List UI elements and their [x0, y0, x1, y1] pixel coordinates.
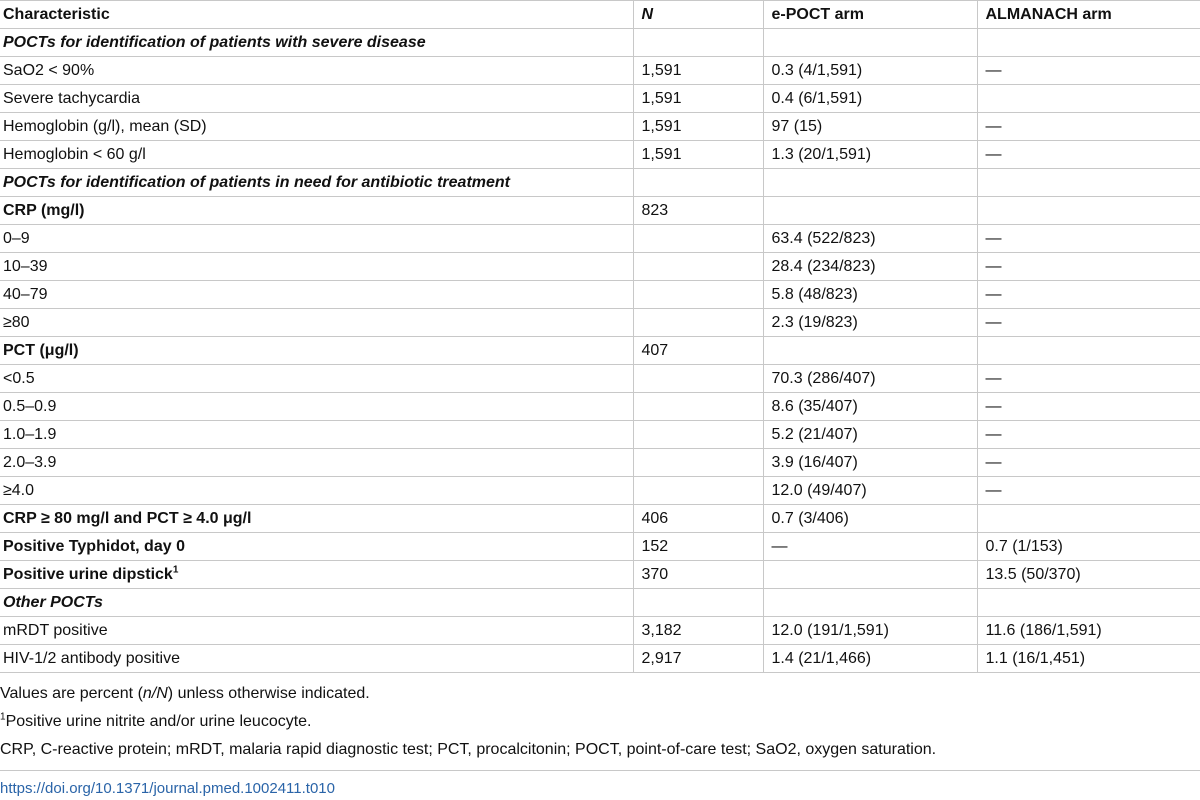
- cell-epoct: 1.4 (21/1,466): [763, 645, 977, 673]
- cell-characteristic: CRP ≥ 80 mg/l and PCT ≥ 4.0 μg/l: [0, 505, 633, 533]
- cell-n: [633, 393, 763, 421]
- table-row: [0, 309, 1200, 337]
- cell-n: 1,591: [633, 141, 763, 169]
- cell-almanach: —: [977, 365, 1200, 393]
- cell-epoct: [763, 589, 977, 617]
- table-notes: [0, 680, 1200, 764]
- cell-epoct: 0.3 (4/1,591): [763, 57, 977, 85]
- cell-n: [633, 309, 763, 337]
- table-section-row: [0, 169, 1200, 197]
- header-characteristic: Characteristic: [0, 1, 633, 29]
- cell-epoct: 28.4 (234/823): [763, 253, 977, 281]
- table-row: [0, 141, 1200, 169]
- cell-n: [633, 253, 763, 281]
- cell-almanach: —: [977, 393, 1200, 421]
- cell-n: [633, 589, 763, 617]
- table-header-row: [0, 1, 1200, 29]
- cell-epoct: 0.4 (6/1,591): [763, 85, 977, 113]
- table-row: [0, 57, 1200, 85]
- cell-characteristic: 0.5–0.9: [0, 393, 633, 421]
- table-section-row: [0, 589, 1200, 617]
- cell-almanach: —: [977, 309, 1200, 337]
- cell-epoct: [763, 197, 977, 225]
- table-row: [0, 477, 1200, 505]
- cell-epoct: 8.6 (35/407): [763, 393, 977, 421]
- cell-n: [633, 365, 763, 393]
- divider: [0, 770, 1200, 771]
- cell-characteristic: 10–39: [0, 253, 633, 281]
- cell-n: [633, 477, 763, 505]
- cell-n: [633, 225, 763, 253]
- cell-characteristic: 40–79: [0, 281, 633, 309]
- cell-epoct: 5.2 (21/407): [763, 421, 977, 449]
- cell-n: 370: [633, 561, 763, 589]
- table-row: [0, 197, 1200, 225]
- cell-characteristic: PCT (μg/l): [0, 337, 633, 365]
- cell-almanach: 11.6 (186/1,591): [977, 617, 1200, 645]
- table-row: [0, 393, 1200, 421]
- cell-characteristic: <0.5: [0, 365, 633, 393]
- cell-characteristic: Positive urine dipstick$^1$: [0, 561, 633, 589]
- cell-almanach: [977, 85, 1200, 113]
- cell-n: [633, 449, 763, 477]
- cell-characteristic: POCTs for identification of patients in need for antibiotic treatment: [0, 169, 633, 197]
- table-row: [0, 617, 1200, 645]
- cell-epoct: 5.8 (48/823): [763, 281, 977, 309]
- cell-almanach: —: [977, 113, 1200, 141]
- cell-characteristic: CRP (mg/l): [0, 197, 633, 225]
- header-epoct-arm: e-POCT arm: [763, 1, 977, 29]
- table-row: [0, 337, 1200, 365]
- abbreviations-note: CRP, C-reactive protein; mRDT, malaria rapid diagnostic test; PCT, procalcitonin; POCT, point-of-care test; SaO2, oxygen saturation.: [0, 741, 937, 758]
- cell-n: 407: [633, 337, 763, 365]
- table-row: [0, 225, 1200, 253]
- cell-almanach: 1.1 (16/1,451): [977, 645, 1200, 673]
- table-row: [0, 533, 1200, 561]
- cell-almanach: —: [977, 253, 1200, 281]
- table-row: [0, 449, 1200, 477]
- cell-characteristic: Hemoglobin (g/l), mean (SD): [0, 113, 633, 141]
- cell-almanach: 13.5 (50/370): [977, 561, 1200, 589]
- cell-almanach: [977, 337, 1200, 365]
- cell-n: [633, 421, 763, 449]
- cell-characteristic: 0–9: [0, 225, 633, 253]
- cell-n: [633, 281, 763, 309]
- header-n: N: [633, 1, 763, 29]
- cell-n: 1,591: [633, 85, 763, 113]
- cell-characteristic: HIV-1/2 antibody positive: [0, 645, 633, 673]
- cell-characteristic: Severe tachycardia: [0, 85, 633, 113]
- cell-n: 823: [633, 197, 763, 225]
- cell-epoct: [763, 29, 977, 57]
- cell-epoct: [763, 169, 977, 197]
- cell-epoct: 12.0 (49/407): [763, 477, 977, 505]
- cell-epoct: 1.3 (20/1,591): [763, 141, 977, 169]
- doi-link[interactable]: https://doi.org/10.1371/journal.pmed.1002411.t010: [0, 780, 335, 797]
- cell-almanach: [977, 505, 1200, 533]
- cell-almanach: [977, 197, 1200, 225]
- cell-n: [633, 29, 763, 57]
- table-row: [0, 365, 1200, 393]
- cell-almanach: [977, 29, 1200, 57]
- cell-characteristic: Hemoglobin < 60 g/l: [0, 141, 633, 169]
- cell-almanach: —: [977, 449, 1200, 477]
- table-row: [0, 645, 1200, 673]
- table-row: [0, 253, 1200, 281]
- cell-almanach: —: [977, 225, 1200, 253]
- cell-characteristic: Positive Typhidot, day 0: [0, 533, 633, 561]
- cell-characteristic: 2.0–3.9: [0, 449, 633, 477]
- cell-n: 1,591: [633, 113, 763, 141]
- table-row: [0, 113, 1200, 141]
- cell-n: 152: [633, 533, 763, 561]
- table-row: [0, 85, 1200, 113]
- cell-characteristic: POCTs for identification of patients with severe disease: [0, 29, 633, 57]
- header-almanach-arm: ALMANACH arm: [977, 1, 1200, 29]
- cell-n: 2,917: [633, 645, 763, 673]
- cell-almanach: —: [977, 57, 1200, 85]
- cell-almanach: [977, 589, 1200, 617]
- cell-epoct: 3.9 (16/407): [763, 449, 977, 477]
- table-row: [0, 421, 1200, 449]
- cell-characteristic: 1.0–1.9: [0, 421, 633, 449]
- table-body: [0, 29, 1200, 673]
- values-note: Values are percent (n/N) unless otherwise indicated.: [0, 685, 370, 702]
- cell-epoct: 63.4 (522/823): [763, 225, 977, 253]
- cell-epoct: —: [763, 533, 977, 561]
- cell-characteristic: mRDT positive: [0, 617, 633, 645]
- cell-epoct: [763, 337, 977, 365]
- cell-n: [633, 169, 763, 197]
- cell-epoct: 12.0 (191/1,591): [763, 617, 977, 645]
- cell-characteristic: Other POCTs: [0, 589, 633, 617]
- cell-almanach: —: [977, 281, 1200, 309]
- table-row: [0, 281, 1200, 309]
- cell-n: 406: [633, 505, 763, 533]
- cell-epoct: 70.3 (286/407): [763, 365, 977, 393]
- cell-almanach: —: [977, 141, 1200, 169]
- cell-n: 1,591: [633, 57, 763, 85]
- cell-epoct: [763, 561, 977, 589]
- cell-epoct: 97 (15): [763, 113, 977, 141]
- footnote-1: $^1$Positive urine nitrite and/or urine leucocyte.: [0, 711, 312, 730]
- cell-characteristic: ≥80: [0, 309, 633, 337]
- cell-epoct: 2.3 (19/823): [763, 309, 977, 337]
- cell-characteristic: SaO2 < 90%: [0, 57, 633, 85]
- cell-almanach: [977, 169, 1200, 197]
- table-row: [0, 505, 1200, 533]
- cell-epoct: 0.7 (3/406): [763, 505, 977, 533]
- cell-almanach: —: [977, 477, 1200, 505]
- cell-almanach: —: [977, 421, 1200, 449]
- table-row: [0, 561, 1200, 589]
- cell-almanach: 0.7 (1/153): [977, 533, 1200, 561]
- cell-n: 3,182: [633, 617, 763, 645]
- table-section-row: [0, 29, 1200, 57]
- cell-characteristic: ≥4.0: [0, 477, 633, 505]
